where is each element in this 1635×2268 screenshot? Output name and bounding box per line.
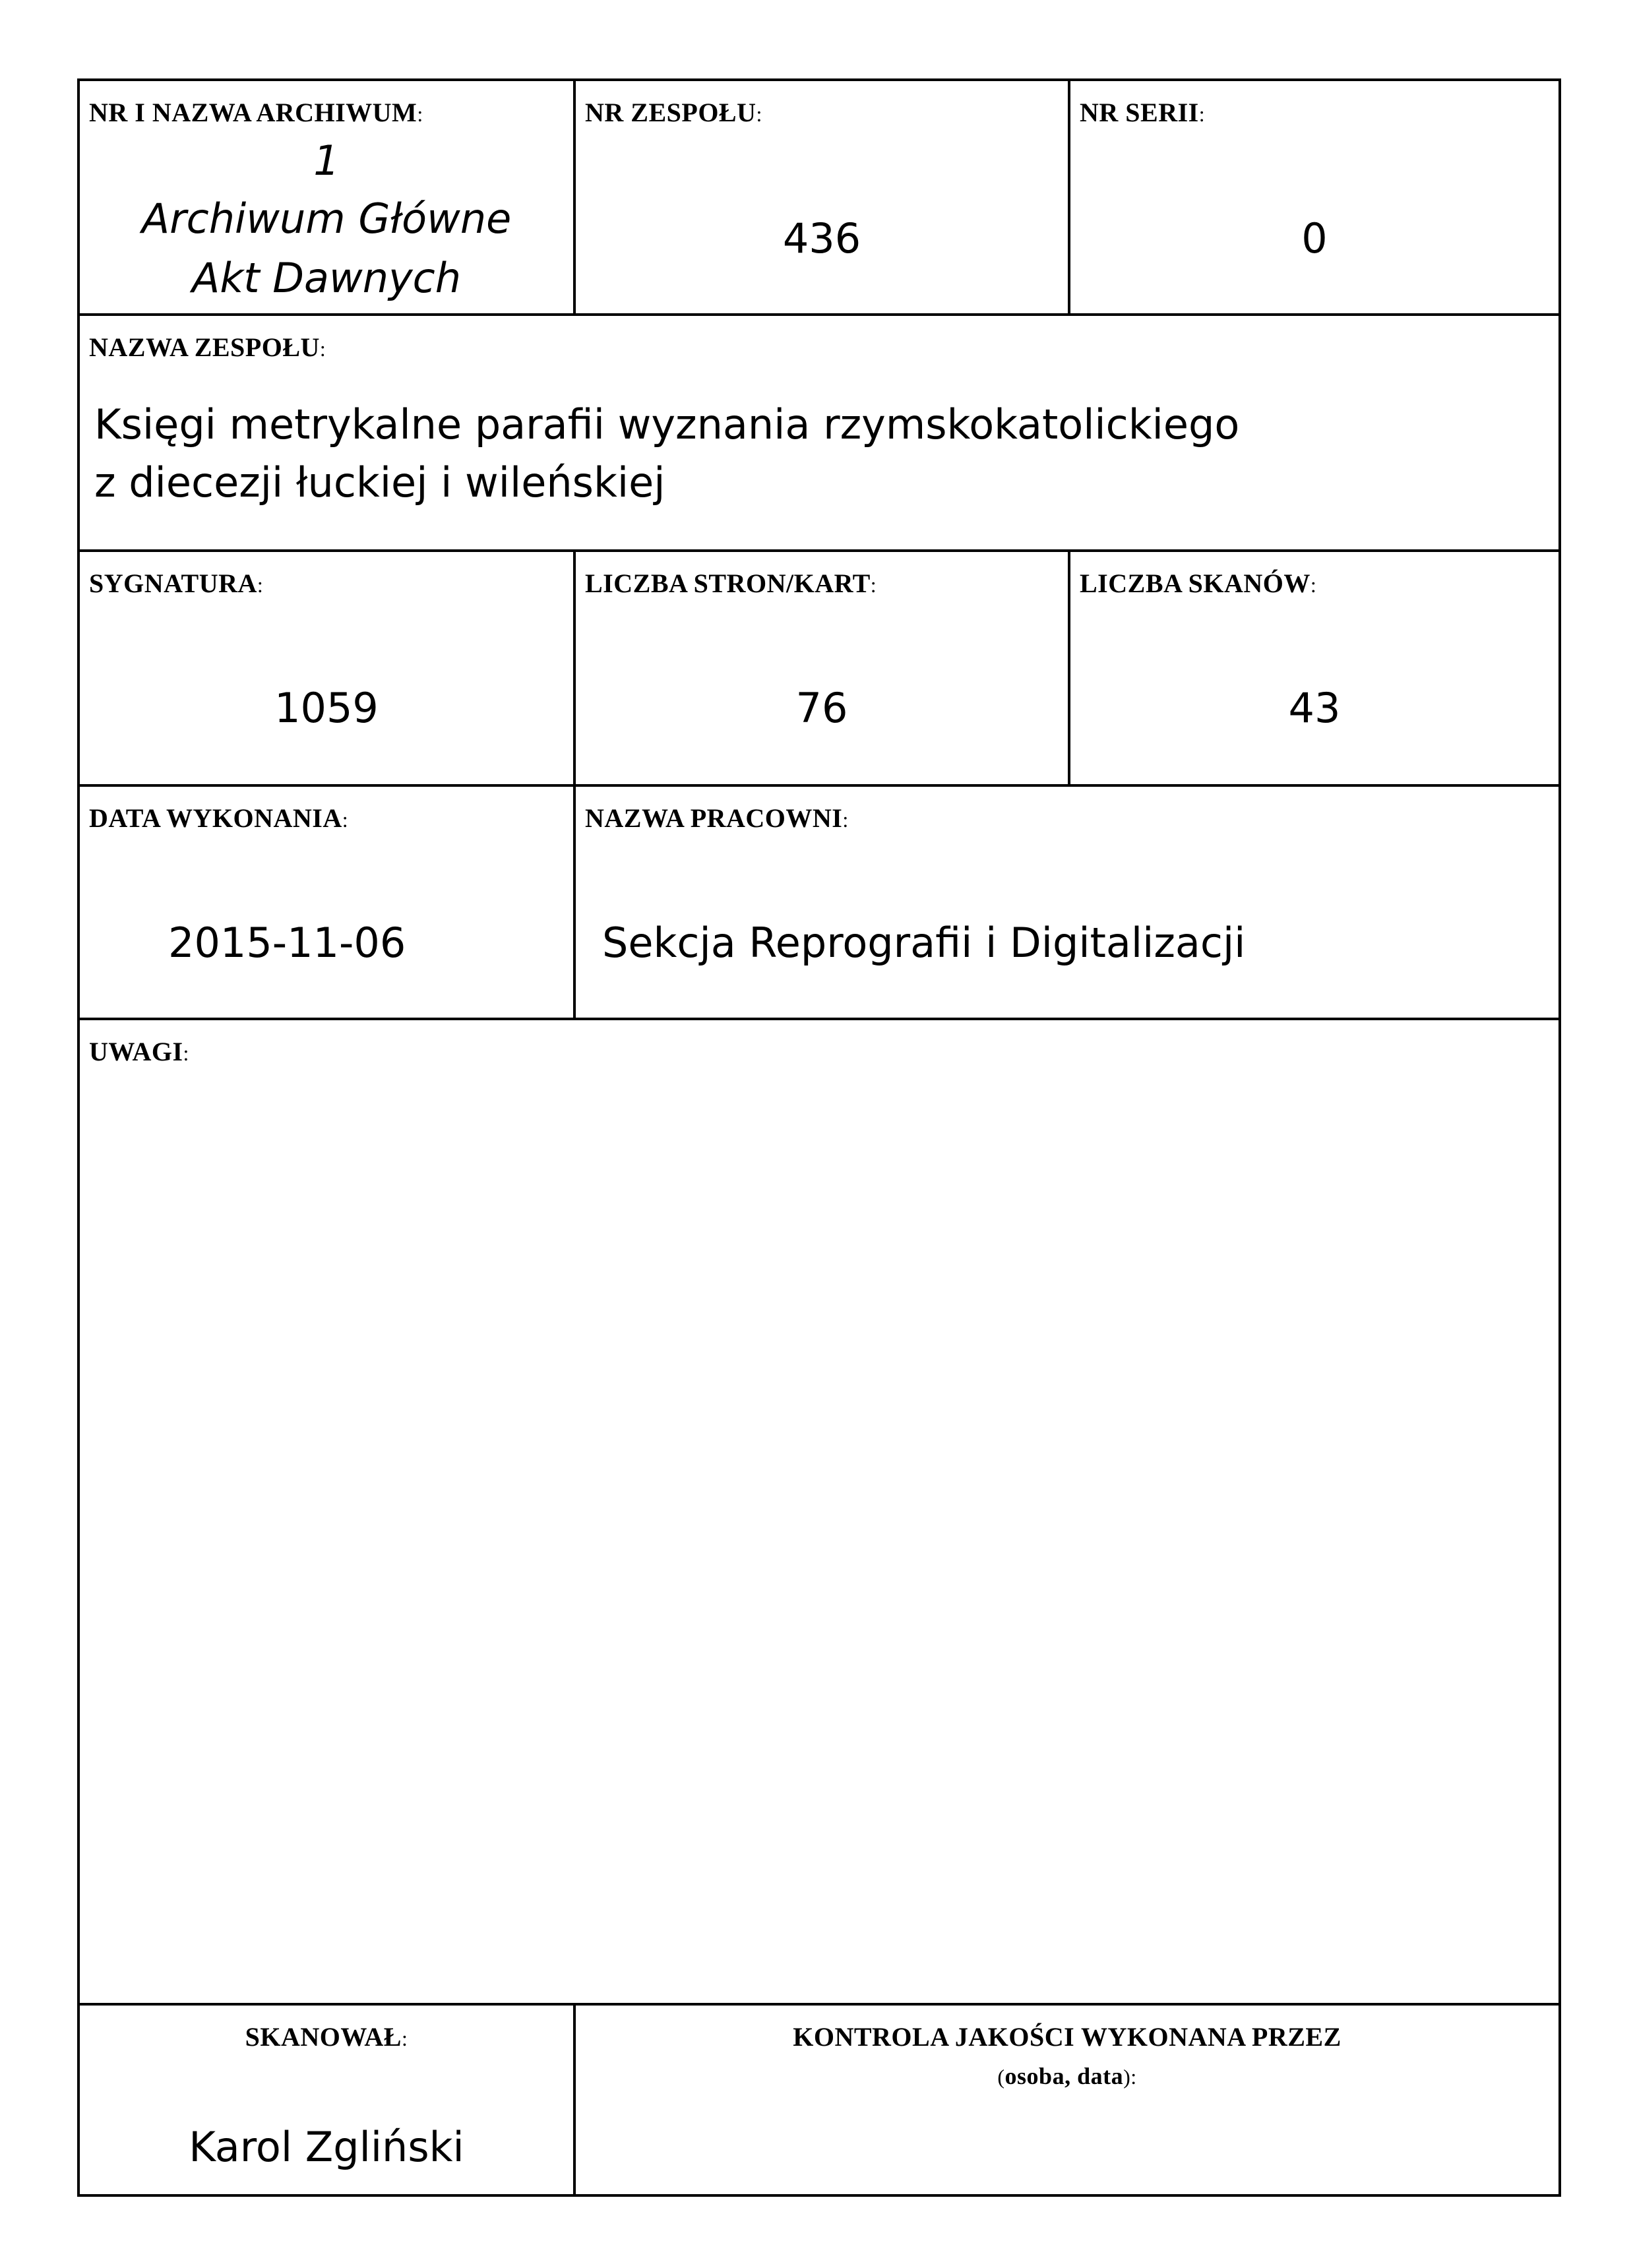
colon: : — [1310, 573, 1317, 597]
series-value: 0 — [1301, 214, 1328, 262]
colon: : — [417, 102, 423, 126]
archive-label: NR I NAZWA ARCHIWUM — [89, 98, 417, 127]
signature-label: SYGNATURA — [89, 568, 257, 598]
archive-label-wrap — [89, 97, 423, 128]
qc-sub-open: ( — [997, 2065, 1005, 2089]
archive-cell — [80, 81, 573, 313]
fond-number-label-wrap — [585, 97, 762, 128]
metadata-form — [77, 78, 1561, 2197]
scanned-by-label-wrap — [80, 2021, 573, 2052]
colon: : — [842, 808, 849, 832]
pages-value: 76 — [795, 684, 848, 732]
notes-label-wrap — [89, 1036, 189, 1067]
signature-value: 1059 — [274, 684, 379, 732]
fond-name-label: NAZWA ZESPOŁU — [89, 332, 320, 362]
qc-sub-label — [576, 2062, 1558, 2090]
archive-name-line2: Akt Dawnych — [191, 254, 462, 302]
colon: : — [1198, 102, 1206, 126]
fond-name-label-wrap — [89, 332, 326, 363]
archive-name-line1: Archiwum Główne — [141, 195, 512, 243]
studio-label-wrap — [585, 803, 849, 834]
fond-number-label: NR ZESPOŁU — [585, 98, 756, 127]
qc-label: KONTROLA JAKOŚCI WYKONANA PRZEZ — [793, 2022, 1342, 2052]
date-label: DATA WYKONANIA — [89, 803, 342, 833]
colon: : — [319, 337, 326, 361]
qc-sub-text: osoba, data — [1004, 2063, 1124, 2089]
fond-name-cell — [80, 313, 1558, 549]
date-label-wrap — [89, 803, 348, 834]
signature-cell — [80, 549, 573, 784]
pages-cell — [573, 549, 1068, 784]
signature-label-wrap — [89, 568, 263, 599]
colon: : — [402, 2027, 408, 2050]
colon: : — [870, 573, 877, 597]
scans-cell — [1068, 549, 1558, 784]
colon: : — [257, 573, 264, 597]
quality-control-cell — [573, 2003, 1558, 2194]
colon: : — [183, 1041, 189, 1065]
qc-sub-close: ): — [1123, 2065, 1137, 2089]
date-cell — [80, 784, 573, 1018]
scanned-by-label: SKANOWAŁ — [245, 2022, 402, 2052]
scans-label: LICZBA SKANÓW — [1080, 568, 1311, 598]
studio-label: NAZWA PRACOWNI — [585, 803, 843, 833]
scanned-by-cell — [80, 2003, 573, 2194]
studio-value: Sekcja Reprografii i Digitalizacji — [602, 919, 1246, 967]
series-cell — [1068, 81, 1558, 313]
series-label: NR SERII — [1080, 98, 1199, 127]
pages-label: LICZBA STRON/KART — [585, 568, 871, 598]
series-label-wrap — [1080, 97, 1205, 128]
date-value: 2015-11-06 — [168, 919, 406, 967]
scanned-by-value: Karol Zgliński — [189, 2123, 464, 2171]
fond-name-line1: Księgi metrykalne parafii wyznania rzymskokatolickiego — [94, 400, 1240, 448]
notes-label: UWAGI — [89, 1037, 183, 1066]
colon: : — [342, 808, 349, 832]
pages-label-wrap — [585, 568, 877, 599]
fond-number-cell — [573, 81, 1068, 313]
fond-number-value: 436 — [782, 214, 861, 262]
colon: : — [756, 102, 762, 126]
scans-value: 43 — [1288, 684, 1341, 732]
fond-name-line2: z diecezji łuckiej i wileńskiej — [94, 458, 665, 506]
archive-number: 1 — [313, 137, 340, 185]
scans-label-wrap — [1080, 568, 1316, 599]
studio-cell — [573, 784, 1558, 1018]
notes-cell — [80, 1018, 1558, 2003]
